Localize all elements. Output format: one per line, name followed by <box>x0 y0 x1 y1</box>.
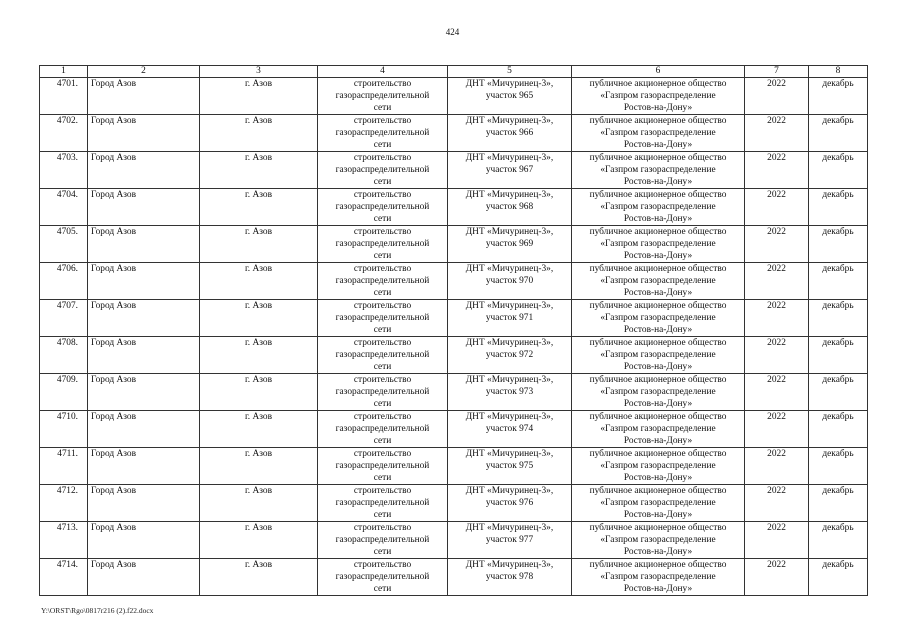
table-row <box>40 263 868 300</box>
organization-cell-line: публичное акционерное общество <box>589 116 727 126</box>
organization-cell-line: Ростов-на-Дону» <box>623 547 693 557</box>
work-type-cell-line: газораспределительной <box>335 165 430 175</box>
organization-cell-line: Ростов-на-Дону» <box>623 325 693 335</box>
work-type-cell <box>318 189 448 226</box>
work-type-cell-line: строительство <box>353 116 412 126</box>
work-type-cell-line: сети <box>373 399 392 409</box>
district-cell: Город Азов <box>88 300 200 337</box>
address-cell <box>448 337 572 374</box>
address-cell <box>448 522 572 559</box>
work-type-cell-line: газораспределительной <box>335 572 430 582</box>
settlement-cell: г. Азов <box>200 115 318 152</box>
organization-cell <box>572 189 745 226</box>
row-number-cell: 4705. <box>40 226 88 263</box>
district-cell: Город Азов <box>88 78 200 115</box>
address-cell <box>448 448 572 485</box>
year-cell: 2022 <box>745 374 809 411</box>
address-cell-line: участок 971 <box>485 313 534 323</box>
work-type-cell-line: газораспределительной <box>335 498 430 508</box>
address-cell-line: участок 978 <box>485 572 534 582</box>
district-cell: Город Азов <box>88 485 200 522</box>
organization-cell-line: «Газпром газораспределение <box>600 572 716 582</box>
district-cell: Город Азов <box>88 448 200 485</box>
work-type-cell-line: сети <box>373 473 392 483</box>
organization-cell <box>572 300 745 337</box>
settlement-cell: г. Азов <box>200 337 318 374</box>
column-header: 3 <box>200 66 318 78</box>
settlement-cell: г. Азов <box>200 448 318 485</box>
settlement-cell: г. Азов <box>200 522 318 559</box>
address-cell-line: участок 973 <box>485 387 534 397</box>
address-cell-line: ДНТ «Мичуринец-3», <box>465 560 554 570</box>
address-cell-line: ДНТ «Мичуринец-3», <box>465 486 554 496</box>
organization-cell <box>572 559 745 596</box>
address-cell-line: ДНТ «Мичуринец-3», <box>465 338 554 348</box>
work-type-cell-line: строительство <box>353 486 412 496</box>
column-header: 7 <box>745 66 809 78</box>
year-cell: 2022 <box>745 152 809 189</box>
row-number-cell: 4713. <box>40 522 88 559</box>
settlement-cell: г. Азов <box>200 559 318 596</box>
work-type-cell-line: сети <box>373 177 392 187</box>
table-row <box>40 152 868 189</box>
work-type-cell-line: сети <box>373 103 392 113</box>
work-type-cell-line: строительство <box>353 301 412 311</box>
work-type-cell-line: строительство <box>353 264 412 274</box>
address-cell <box>448 411 572 448</box>
work-type-cell-line: сети <box>373 251 392 261</box>
table-row <box>40 226 868 263</box>
month-cell: декабрь <box>809 115 868 152</box>
table-row <box>40 485 868 522</box>
row-number-cell: 4707. <box>40 300 88 337</box>
year-cell: 2022 <box>745 189 809 226</box>
month-cell: декабрь <box>809 78 868 115</box>
organization-cell-line: «Газпром газораспределение <box>600 498 716 508</box>
page-number: 424 <box>445 27 460 37</box>
column-header: 5 <box>448 66 572 78</box>
row-number-cell: 4711. <box>40 448 88 485</box>
district-cell: Город Азов <box>88 263 200 300</box>
address-cell <box>448 115 572 152</box>
column-header: 8 <box>809 66 868 78</box>
month-cell: декабрь <box>809 559 868 596</box>
organization-cell-line: публичное акционерное общество <box>589 153 727 163</box>
address-cell-line: ДНТ «Мичуринец-3», <box>465 523 554 533</box>
document-file-path: Y:\ORST\Rgo\0817r216 (2).f22.docx <box>41 606 154 615</box>
address-cell <box>448 485 572 522</box>
month-cell: декабрь <box>809 411 868 448</box>
settlement-cell: г. Азов <box>200 189 318 226</box>
data-table <box>39 65 868 596</box>
work-type-cell-line: строительство <box>353 190 412 200</box>
organization-cell-line: публичное акционерное общество <box>589 486 727 496</box>
organization-cell-line: «Газпром газораспределение <box>600 387 716 397</box>
district-cell: Город Азов <box>88 115 200 152</box>
organization-cell-line: Ростов-на-Дону» <box>623 177 693 187</box>
organization-cell-line: «Газпром газораспределение <box>600 313 716 323</box>
address-cell-line: ДНТ «Мичуринец-3», <box>465 153 554 163</box>
organization-cell-line: «Газпром газораспределение <box>600 535 716 545</box>
address-cell-line: ДНТ «Мичуринец-3», <box>465 190 554 200</box>
work-type-cell <box>318 411 448 448</box>
address-cell <box>448 300 572 337</box>
column-header: 6 <box>572 66 745 78</box>
organization-cell <box>572 485 745 522</box>
work-type-cell-line: газораспределительной <box>335 350 430 360</box>
organization-cell-line: «Газпром газораспределение <box>600 91 716 101</box>
address-cell-line: участок 969 <box>485 239 534 249</box>
organization-cell-line: «Газпром газораспределение <box>600 128 716 138</box>
organization-cell-line: Ростов-на-Дону» <box>623 103 693 113</box>
address-cell <box>448 152 572 189</box>
address-cell-line: участок 965 <box>485 91 534 101</box>
organization-cell-line: публичное акционерное общество <box>589 523 727 533</box>
work-type-cell-line: сети <box>373 510 392 520</box>
organization-cell-line: Ростов-на-Дону» <box>623 214 693 224</box>
year-cell: 2022 <box>745 559 809 596</box>
work-type-cell-line: строительство <box>353 560 412 570</box>
table-row <box>40 411 868 448</box>
year-cell: 2022 <box>745 115 809 152</box>
month-cell: декабрь <box>809 189 868 226</box>
work-type-cell-line: газораспределительной <box>335 91 430 101</box>
work-type-cell-line: сети <box>373 214 392 224</box>
work-type-cell-line: строительство <box>353 153 412 163</box>
year-cell: 2022 <box>745 226 809 263</box>
row-number-cell: 4706. <box>40 263 88 300</box>
district-cell: Город Азов <box>88 337 200 374</box>
table-row <box>40 448 868 485</box>
district-cell: Город Азов <box>88 152 200 189</box>
column-header: 4 <box>318 66 448 78</box>
organization-cell-line: «Газпром газораспределение <box>600 202 716 212</box>
work-type-cell-line: газораспределительной <box>335 313 430 323</box>
work-type-cell-line: строительство <box>353 227 412 237</box>
organization-cell-line: публичное акционерное общество <box>589 264 727 274</box>
work-type-cell <box>318 263 448 300</box>
year-cell: 2022 <box>745 448 809 485</box>
work-type-cell-line: сети <box>373 436 392 446</box>
work-type-cell-line: газораспределительной <box>335 128 430 138</box>
year-cell: 2022 <box>745 300 809 337</box>
organization-cell <box>572 411 745 448</box>
district-cell: Город Азов <box>88 226 200 263</box>
organization-cell-line: Ростов-на-Дону» <box>623 362 693 372</box>
work-type-cell <box>318 485 448 522</box>
organization-cell-line: публичное акционерное общество <box>589 79 727 89</box>
table-row <box>40 115 868 152</box>
organization-cell-line: публичное акционерное общество <box>589 190 727 200</box>
month-cell: декабрь <box>809 485 868 522</box>
address-cell-line: ДНТ «Мичуринец-3», <box>465 449 554 459</box>
column-header: 2 <box>88 66 200 78</box>
work-type-cell-line: газораспределительной <box>335 387 430 397</box>
work-type-cell-line: сети <box>373 140 392 150</box>
row-number-cell: 4704. <box>40 189 88 226</box>
table-row <box>40 337 868 374</box>
table-row <box>40 78 868 115</box>
column-number-row <box>40 66 868 78</box>
work-type-cell-line: сети <box>373 584 392 594</box>
month-cell: декабрь <box>809 448 868 485</box>
address-cell-line: участок 966 <box>485 128 534 138</box>
year-cell: 2022 <box>745 78 809 115</box>
address-cell-line: ДНТ «Мичуринец-3», <box>465 264 554 274</box>
address-cell-line: ДНТ «Мичуринец-3», <box>465 375 554 385</box>
work-type-cell-line: строительство <box>353 375 412 385</box>
work-type-cell-line: газораспределительной <box>335 239 430 249</box>
address-cell <box>448 78 572 115</box>
work-type-cell-line: газораспределительной <box>335 202 430 212</box>
address-cell <box>448 226 572 263</box>
table-row <box>40 300 868 337</box>
settlement-cell: г. Азов <box>200 78 318 115</box>
organization-cell-line: «Газпром газораспределение <box>600 350 716 360</box>
row-number-cell: 4714. <box>40 559 88 596</box>
year-cell: 2022 <box>745 485 809 522</box>
organization-cell <box>572 78 745 115</box>
address-cell <box>448 263 572 300</box>
row-number-cell: 4701. <box>40 78 88 115</box>
work-type-cell-line: сети <box>373 325 392 335</box>
column-header: 1 <box>40 66 88 78</box>
month-cell: декабрь <box>809 226 868 263</box>
address-cell-line: участок 972 <box>485 350 534 360</box>
work-type-cell <box>318 300 448 337</box>
organization-cell-line: Ростов-на-Дону» <box>623 140 693 150</box>
organization-cell-line: публичное акционерное общество <box>589 375 727 385</box>
table-row <box>40 559 868 596</box>
settlement-cell: г. Азов <box>200 485 318 522</box>
table-row <box>40 374 868 411</box>
organization-cell <box>572 522 745 559</box>
organization-cell <box>572 152 745 189</box>
work-type-cell <box>318 78 448 115</box>
address-cell-line: ДНТ «Мичуринец-3», <box>465 116 554 126</box>
address-cell-line: участок 976 <box>485 498 534 508</box>
settlement-cell: г. Азов <box>200 263 318 300</box>
organization-cell-line: Ростов-на-Дону» <box>623 436 693 446</box>
row-number-cell: 4702. <box>40 115 88 152</box>
work-type-cell-line: газораспределительной <box>335 461 430 471</box>
work-type-cell <box>318 522 448 559</box>
district-cell: Город Азов <box>88 559 200 596</box>
organization-cell-line: «Газпром газораспределение <box>600 276 716 286</box>
work-type-cell <box>318 152 448 189</box>
work-type-cell-line: сети <box>373 547 392 557</box>
organization-cell-line: «Газпром газораспределение <box>600 424 716 434</box>
address-cell-line: ДНТ «Мичуринец-3», <box>465 227 554 237</box>
work-type-cell-line: сети <box>373 362 392 372</box>
work-type-cell-line: строительство <box>353 412 412 422</box>
organization-cell-line: публичное акционерное общество <box>589 412 727 422</box>
address-cell-line: участок 974 <box>485 424 534 434</box>
organization-cell <box>572 263 745 300</box>
address-cell <box>448 559 572 596</box>
district-cell: Город Азов <box>88 189 200 226</box>
organization-cell-line: Ростов-на-Дону» <box>623 399 693 409</box>
month-cell: декабрь <box>809 522 868 559</box>
work-type-cell-line: газораспределительной <box>335 276 430 286</box>
settlement-cell: г. Азов <box>200 226 318 263</box>
address-cell-line: ДНТ «Мичуринец-3», <box>465 301 554 311</box>
organization-cell-line: публичное акционерное общество <box>589 227 727 237</box>
settlement-cell: г. Азов <box>200 152 318 189</box>
organization-cell-line: Ростов-на-Дону» <box>623 288 693 298</box>
address-cell-line: ДНТ «Мичуринец-3», <box>465 79 554 89</box>
month-cell: декабрь <box>809 374 868 411</box>
organization-cell-line: «Газпром газораспределение <box>600 165 716 175</box>
work-type-cell <box>318 559 448 596</box>
row-number-cell: 4710. <box>40 411 88 448</box>
settlement-cell: г. Азов <box>200 300 318 337</box>
organization-cell-line: Ростов-на-Дону» <box>623 473 693 483</box>
settlement-cell: г. Азов <box>200 411 318 448</box>
organization-cell-line: Ростов-на-Дону» <box>623 251 693 261</box>
row-number-cell: 4712. <box>40 485 88 522</box>
row-number-cell: 4709. <box>40 374 88 411</box>
address-cell-line: участок 975 <box>485 461 534 471</box>
work-type-cell <box>318 115 448 152</box>
work-type-cell <box>318 448 448 485</box>
organization-cell <box>572 337 745 374</box>
organization-cell-line: Ростов-на-Дону» <box>623 584 693 594</box>
district-cell: Город Азов <box>88 411 200 448</box>
work-type-cell <box>318 226 448 263</box>
organization-cell-line: публичное акционерное общество <box>589 338 727 348</box>
year-cell: 2022 <box>745 522 809 559</box>
organization-cell <box>572 374 745 411</box>
month-cell: декабрь <box>809 263 868 300</box>
month-cell: декабрь <box>809 152 868 189</box>
work-type-cell-line: строительство <box>353 449 412 459</box>
address-cell-line: ДНТ «Мичуринец-3», <box>465 412 554 422</box>
year-cell: 2022 <box>745 337 809 374</box>
organization-cell <box>572 226 745 263</box>
address-cell-line: участок 977 <box>485 535 534 545</box>
address-cell <box>448 189 572 226</box>
month-cell: декабрь <box>809 337 868 374</box>
year-cell: 2022 <box>745 411 809 448</box>
row-number-cell: 4703. <box>40 152 88 189</box>
table-row <box>40 522 868 559</box>
organization-cell-line: публичное акционерное общество <box>589 560 727 570</box>
row-number-cell: 4708. <box>40 337 88 374</box>
work-type-cell-line: сети <box>373 288 392 298</box>
organization-cell-line: Ростов-на-Дону» <box>623 510 693 520</box>
work-type-cell <box>318 337 448 374</box>
table-row <box>40 189 868 226</box>
address-cell-line: участок 970 <box>485 276 534 286</box>
work-type-cell-line: газораспределительной <box>335 535 430 545</box>
month-cell: декабрь <box>809 300 868 337</box>
district-cell: Город Азов <box>88 374 200 411</box>
district-cell: Город Азов <box>88 522 200 559</box>
work-type-cell-line: строительство <box>353 79 412 89</box>
organization-cell-line: «Газпром газораспределение <box>600 461 716 471</box>
year-cell: 2022 <box>745 263 809 300</box>
organization-cell <box>572 115 745 152</box>
address-cell <box>448 374 572 411</box>
organization-cell-line: публичное акционерное общество <box>589 449 727 459</box>
settlement-cell: г. Азов <box>200 374 318 411</box>
work-type-cell <box>318 374 448 411</box>
organization-cell-line: «Газпром газораспределение <box>600 239 716 249</box>
organization-cell <box>572 448 745 485</box>
work-type-cell-line: газораспределительной <box>335 424 430 434</box>
work-type-cell-line: строительство <box>353 523 412 533</box>
work-type-cell-line: строительство <box>353 338 412 348</box>
organization-cell-line: публичное акционерное общество <box>589 301 727 311</box>
address-cell-line: участок 967 <box>485 165 534 175</box>
address-cell-line: участок 968 <box>485 202 534 212</box>
